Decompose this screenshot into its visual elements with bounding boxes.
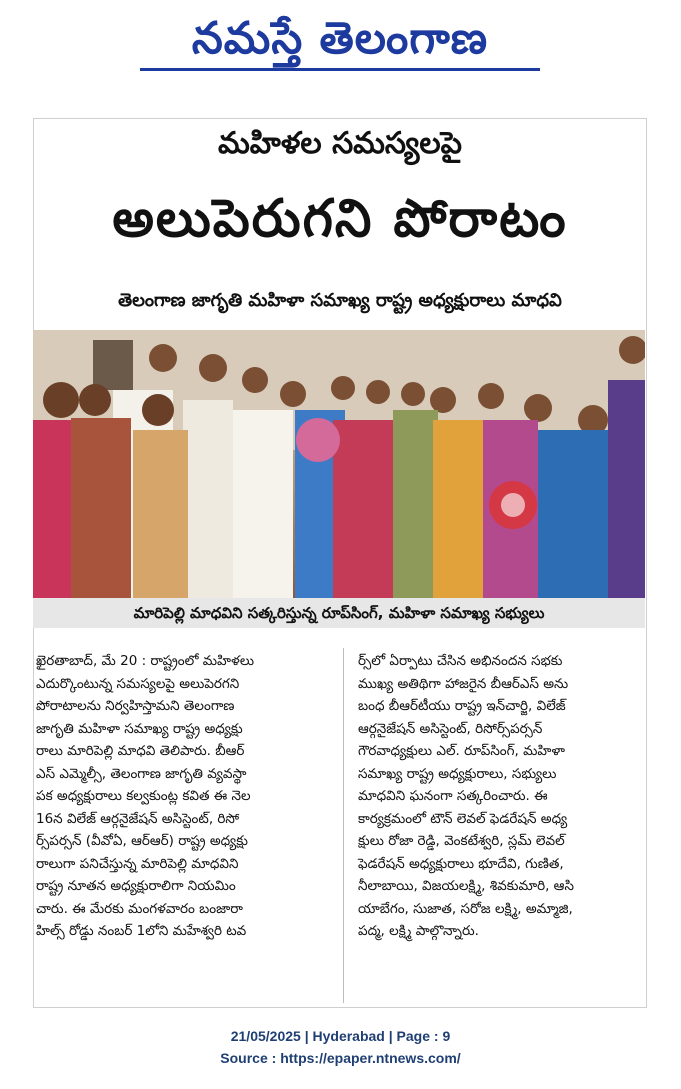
column-line: ర్స్‌లో ఏర్పాటు చేసిన అభినందన సభకు: [358, 653, 563, 669]
column-line: యాబేగం, సుజాత, సరోజ లక్ష్మి, అమ్మాజి,: [358, 900, 573, 917]
photo-caption: మారిపెల్లి మాధవిని సత్కరిస్తున్న రూప్‌సింగ్, మహిళా సమాఖ్య సభ్యులు: [33, 598, 645, 628]
column-line: ఎస్ ఎమ్మెల్సీ, తెలంగాణ జాగృతి వ్యవస్థా: [36, 765, 247, 782]
column-line: క్షులు రోజా రెడ్డి, వెంకటేశ్వరి, స్లమ్ లెవల్: [358, 833, 565, 849]
footer-source-line: Source : https://epaper.ntnews.com/: [220, 1050, 461, 1066]
article-column-left: [36, 650, 322, 943]
article-photo: [33, 330, 645, 598]
column-line: కార్యక్రమంలో టౌన్ లెవల్ ఫెడరేషన్ అధ్య: [358, 810, 568, 827]
column-line: రాలుగా పనిచేస్తున్న మారిపెల్లి మాధవిని: [36, 855, 239, 872]
column-line: నీలాబాయి, విజయలక్ష్మి, శివకుమారి, ఆసి: [358, 878, 574, 894]
column-line: ముఖ్య అతిథిగా హాజరైన బీఆర్‌ఎస్ అను: [358, 675, 569, 692]
column-line: బంధ బీఆర్‌టీయు రాష్ట్ర ఇన్‌చార్జి, విలేజ్: [358, 698, 566, 714]
masthead: [0, 0, 681, 78]
column-line: జాగృతి మహిళా సమాఖ్య రాష్ట్ర అధ్యక్షు: [36, 720, 243, 737]
column-line: పోరాటాలను నిర్వహిస్తామని తెలంగాణ: [36, 698, 235, 714]
column-line: మాధవిని ఘనంగా సత్కరించారు. ఈ: [358, 788, 548, 804]
column-line: గౌరవాధ్యక్షులు ఎల్. రూప్‌సింగ్, మహిళా: [358, 743, 565, 759]
article-headline: అలుపెరుగని పోరాటం: [112, 189, 568, 249]
column-line: రాలు మారిపెల్లి మాధవి తెలిపారు. బీఆర్: [36, 743, 245, 759]
column-line: పద్మ, లక్ష్మి పాల్గొన్నారు.: [358, 923, 479, 939]
newspaper-logo: నమస్తే తెలంగాణ: [191, 13, 489, 64]
article-column-right: [358, 650, 644, 943]
column-divider: [343, 648, 344, 1003]
column-line: సమాఖ్య రాష్ట్ర అధ్యక్షురాలు, సభ్యులు: [358, 765, 557, 782]
column-line: రాష్ట్ర నూతన అధ్యక్షురాలిగా నియమిం: [36, 878, 236, 894]
column-line: ర్స్‌పర్సన్ (వీవోఏ, ఆర్‌ఆర్) రాష్ట్ర అధ్యక్షు: [36, 833, 248, 849]
column-line: 16న విలేజ్ ఆర్గనైజేషన్ అసిస్టెంట్, రిసో: [36, 810, 240, 827]
column-line: ఆర్గనైజేషన్ అసిస్టెంట్, రిసోర్స్‌పర్సన్: [358, 720, 543, 737]
column-line: చారు. ఈ మేరకు మంగళవారం బంజారా: [36, 900, 243, 917]
article-subhead: తెలంగాణ జాగృతి మహిళా సమాఖ్య రాష్ట్ర అధ్యక్షురాలు మాధవి: [118, 290, 562, 311]
masthead-underline: [140, 68, 540, 71]
column-line: ఫెడరేషన్ అధ్యక్షురాలు భూదేవి, గుణిత,: [358, 855, 564, 872]
column-line: ఖైరతాబాద్, మే 20 : రాష్ట్రంలో మహిళలు: [36, 653, 255, 669]
column-line: పక అధ్యక్షురాలు కల్వకుంట్ల కవిత ఈ నెల: [36, 788, 251, 804]
group-photo-illustration: [33, 330, 645, 598]
article-kicker: మహిళల సమస్యలపై: [218, 126, 462, 161]
footer-date-line: 21/05/2025 | Hyderabad | Page : 9: [230, 1028, 451, 1044]
column-line: ఎదుర్కొంటున్న సమస్యలపై అలుపెరగని: [36, 675, 240, 692]
column-line: హిల్స్ రోడ్డు నంబర్ 1లోని మహేశ్వరి టవ: [36, 923, 247, 939]
